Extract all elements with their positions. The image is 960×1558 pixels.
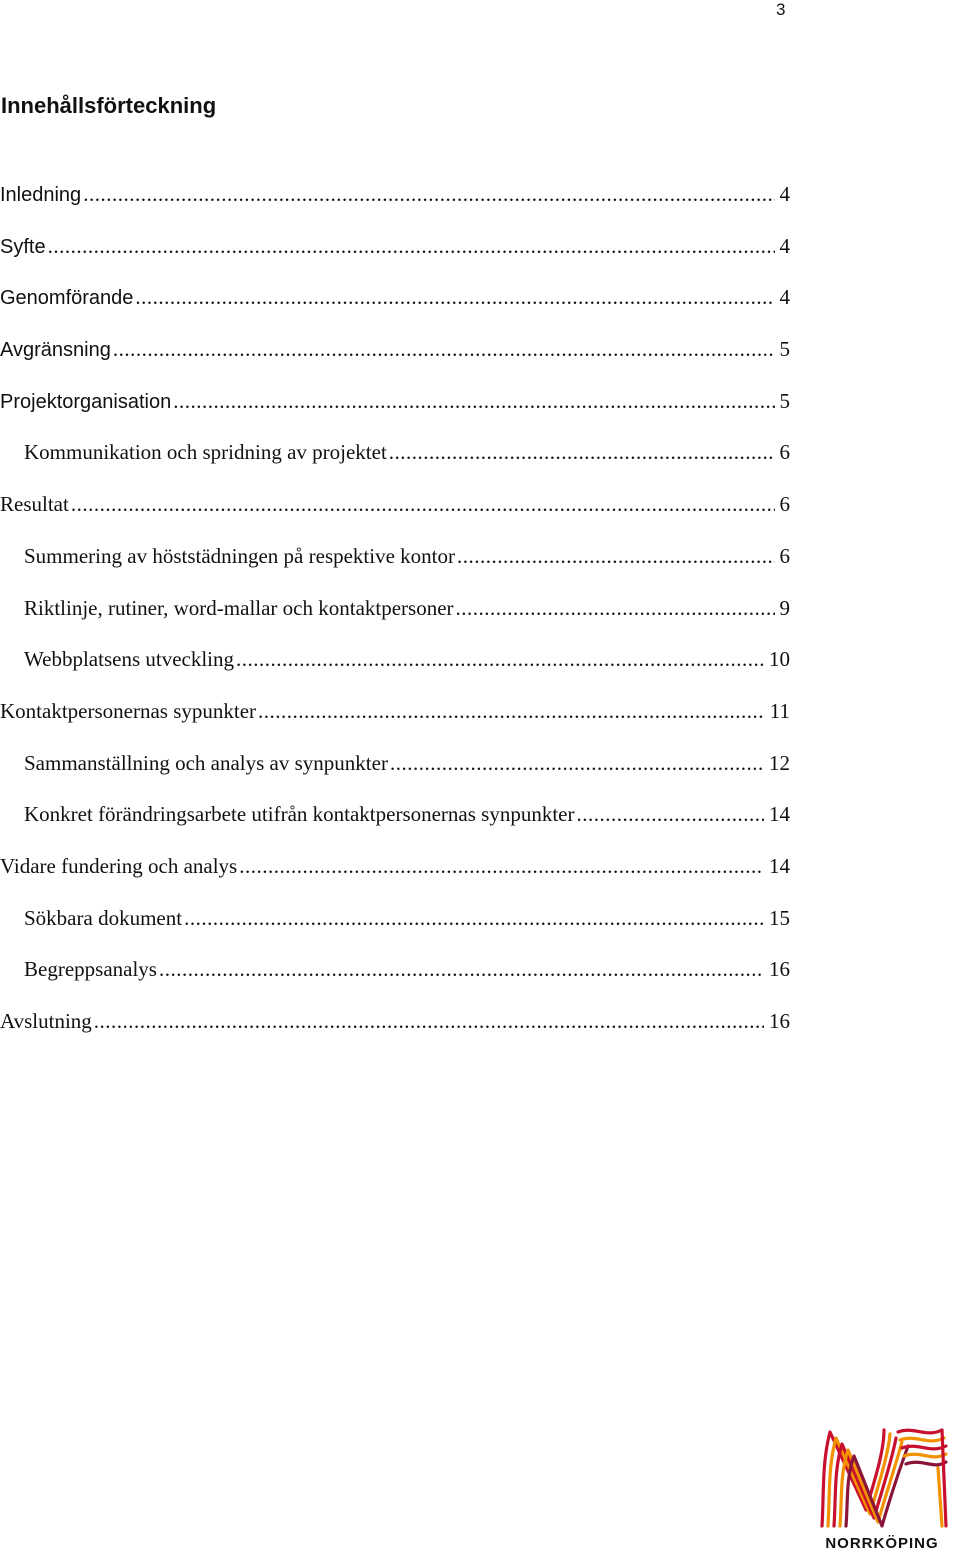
toc-leader-dots [577,802,765,827]
toc-leader-dots [94,1009,764,1034]
toc-entry[interactable] [0,802,790,854]
toc-entry-page: 16 [769,1009,790,1033]
toc-entry-page: 14 [769,853,790,878]
toc-entry-page: 15 [769,905,790,930]
toc-leader-dots [258,699,765,724]
toc-entry-page: 6 [779,543,790,568]
toc-entry-label: Avgränsning [0,339,111,362]
toc-entry-page: 10 [769,647,790,672]
toc-entry[interactable] [0,906,790,958]
toc-entry-label: Summering av höststädningen på respektive kontor [24,543,456,568]
toc-entry-label: Avslutning [0,1009,92,1033]
toc-entry-label: Genomförande [0,287,134,310]
toc-leader-dots [390,751,764,776]
toc-entry-page: 5 [779,388,790,413]
toc-entry[interactable] [0,596,790,648]
toc-entry-page: 6 [779,492,790,517]
toc-leader-dots [83,182,774,207]
toc-entry[interactable] [0,337,790,389]
toc-leader-dots [135,285,774,310]
toc-entry[interactable] [0,699,790,751]
toc-leader-dots [71,492,775,517]
toc-leader-dots [173,389,774,414]
toc-entry-page: 16 [769,957,790,982]
toc-entry-page: 4 [779,182,790,206]
page-number: 3 [776,0,786,19]
toc-entry-page: 5 [779,337,790,362]
toc-leader-dots [389,440,775,465]
toc-leader-dots [239,854,764,879]
table-of-contents [0,182,790,1061]
toc-entry-label: Sökbara dokument [24,905,183,930]
toc-entry-label: Konkret förändringsarbete utifrån kontaktpersonernas synpunkter [24,802,575,827]
toc-entry-page: 11 [769,698,790,723]
toc-entry[interactable] [0,854,790,906]
toc-entry-label: Projektorganisation [0,390,172,413]
toc-title: Innehållsförteckning [1,93,217,118]
toc-leader-dots [236,647,764,672]
toc-entry[interactable] [0,492,790,544]
toc-entry-label: Syfte [0,235,46,258]
toc-entry-label: Kontaktpersonernas sypunkter [0,698,257,723]
toc-leader-dots [113,337,775,362]
toc-entry[interactable] [0,544,790,596]
toc-entry-label: Kommunikation och spridning av projektet [24,440,387,465]
toc-leader-dots [457,544,774,569]
toc-entry[interactable] [0,389,790,441]
toc-entry-page: 9 [779,595,790,620]
toc-entry-label: Vidare fundering och analys [0,853,238,878]
toc-entry-page: 6 [779,440,790,465]
toc-entry[interactable] [0,751,790,803]
toc-entry[interactable] [0,440,790,492]
toc-leader-dots [184,906,764,931]
toc-entry-page: 14 [769,802,790,827]
toc-entry-label: Riktlinje, rutiner, word-mallar och kontaktpersoner [24,595,454,620]
toc-leader-dots [48,234,775,259]
toc-entry[interactable] [0,957,790,1009]
toc-entry[interactable] [0,234,790,286]
norrkoping-logo-icon [814,1422,950,1552]
toc-leader-dots [159,957,764,982]
toc-entry-label: Resultat [0,492,69,517]
toc-entry-page: 4 [779,233,790,258]
toc-entry-page: 4 [779,285,790,310]
toc-entry[interactable] [0,1009,790,1061]
logo-wordmark: NORRKÖPING [825,1535,939,1552]
toc-entry-label: Sammanställning och analys av synpunkter [24,750,388,775]
toc-entry-label: Inledning [0,184,82,206]
toc-leader-dots [456,596,775,621]
toc-entry-label: Webbplatsens utveckling [24,647,235,672]
toc-entry[interactable] [0,647,790,699]
toc-entry[interactable] [0,182,790,234]
toc-entry[interactable] [0,285,790,337]
toc-entry-page: 12 [769,750,790,775]
toc-entry-label: Begreppsanalys [24,957,157,982]
